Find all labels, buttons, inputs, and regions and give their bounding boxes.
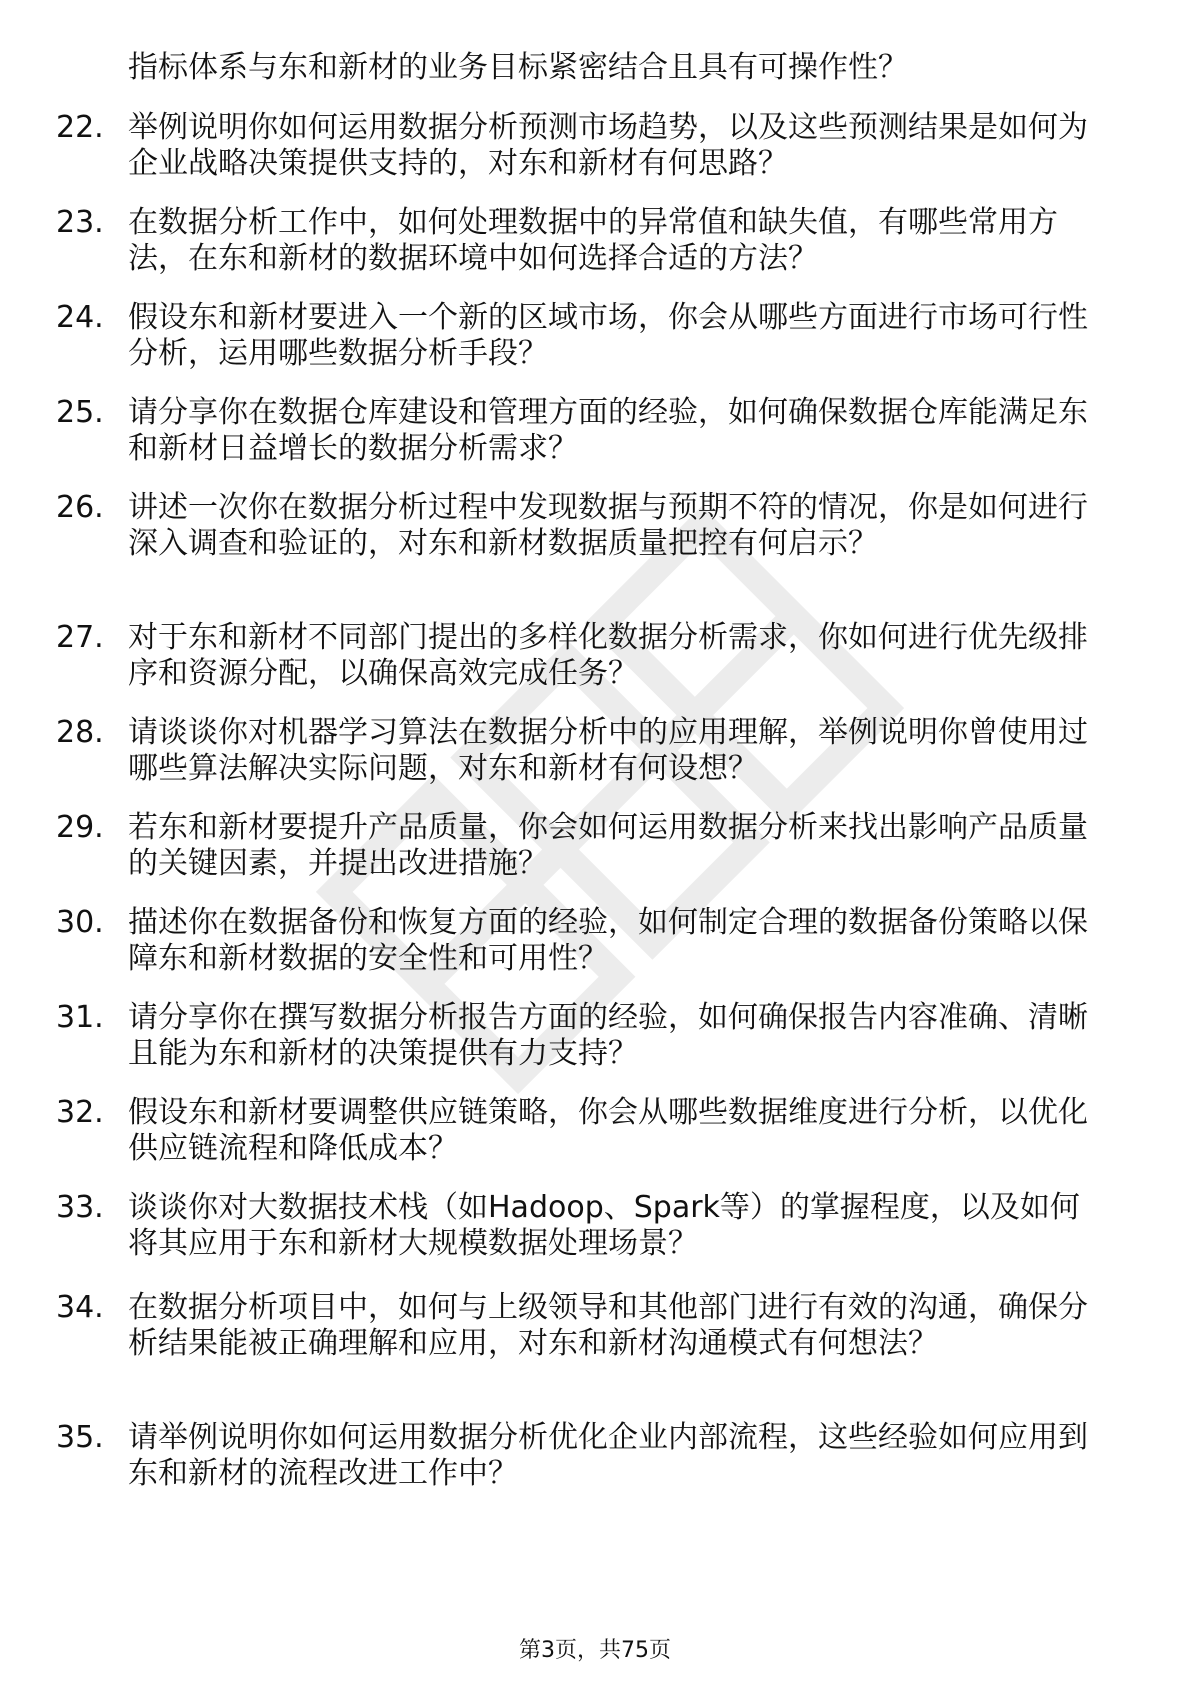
- question-number: 29.: [56, 810, 104, 845]
- question-text: 假设东和新材要调整供应链策略，你会从哪些数据维度进行分析，以优化供应链流程和降低成本？: [128, 1095, 1088, 1166]
- question-number: 24.: [56, 300, 104, 335]
- question-text: 谈谈你对大数据技术栈（如Hadoop、Spark等）的掌握程度，以及如何将其应用于东和新材大规模数据处理场景？: [128, 1190, 1080, 1261]
- page-number-footer: 第3页，共75页: [519, 1638, 671, 1663]
- question-text: 举例说明你如何运用数据分析预测市场趋势，以及这些预测结果是如何为企业战略决策提供支持的，对东和新材有何思路？: [128, 110, 1088, 181]
- question-text: 对于东和新材不同部门提出的多样化数据分析需求，你如何进行优先级排序和资源分配，以确保高效完成任务？: [128, 620, 1088, 691]
- question-text: 讲述一次你在数据分析过程中发现数据与预期不符的情况，你是如何进行深入调查和验证的，对东和新材数据质量把控有何启示？: [128, 490, 1088, 561]
- question-number: 27.: [56, 620, 104, 655]
- question-text: 若东和新材要提升产品质量，你会如何运用数据分析来找出影响产品质量的关键因素，并提出改进措施？: [128, 810, 1088, 881]
- question-text: 请分享你在撰写数据分析报告方面的经验，如何确保报告内容准确、清晰且能为东和新材的决策提供有力支持？: [128, 1000, 1088, 1071]
- question-number: 35.: [56, 1420, 104, 1455]
- question-number: 28.: [56, 715, 104, 750]
- question-number: 30.: [56, 905, 104, 940]
- question-text: 请分享你在数据仓库建设和管理方面的经验，如何确保数据仓库能满足东和新材日益增长的数据分析需求？: [128, 395, 1088, 466]
- question-text: 假设东和新材要进入一个新的区域市场，你会从哪些方面进行市场可行性分析，运用哪些数据分析手段？: [128, 300, 1088, 371]
- question-text: 在数据分析项目中，如何与上级领导和其他部门进行有效的沟通，确保分析结果能被正确理解和应用，对东和新材沟通模式有何想法？: [128, 1290, 1088, 1361]
- question-number: 26.: [56, 490, 104, 525]
- question-number: 25.: [56, 395, 104, 430]
- question-text: 在数据分析工作中，如何处理数据中的异常值和缺失值，有哪些常用方法，在东和新材的数据环境中如何选择合适的方法？: [128, 205, 1058, 276]
- question-number: 31.: [56, 1000, 104, 1035]
- question-number: 34.: [56, 1290, 104, 1325]
- question-number: 22.: [56, 110, 104, 145]
- question-text: 请谈谈你对机器学习算法在数据分析中的应用理解，举例说明你曾使用过哪些算法解决实际问题，对东和新材有何设想？: [128, 715, 1088, 786]
- question-text: 请举例说明你如何运用数据分析优化企业内部流程，这些经验如何应用到东和新材的流程改进工作中？: [128, 1420, 1088, 1491]
- question-number: 33.: [56, 1190, 104, 1225]
- question-number: 23.: [56, 205, 104, 240]
- question-number: 32.: [56, 1095, 104, 1130]
- continuation-text: 指标体系与东和新材的业务目标紧密结合且具有可操作性？: [128, 50, 908, 85]
- question-text: 描述你在数据备份和恢复方面的经验，如何制定合理的数据备份策略以保障东和新材数据的安全性和可用性？: [128, 905, 1088, 976]
